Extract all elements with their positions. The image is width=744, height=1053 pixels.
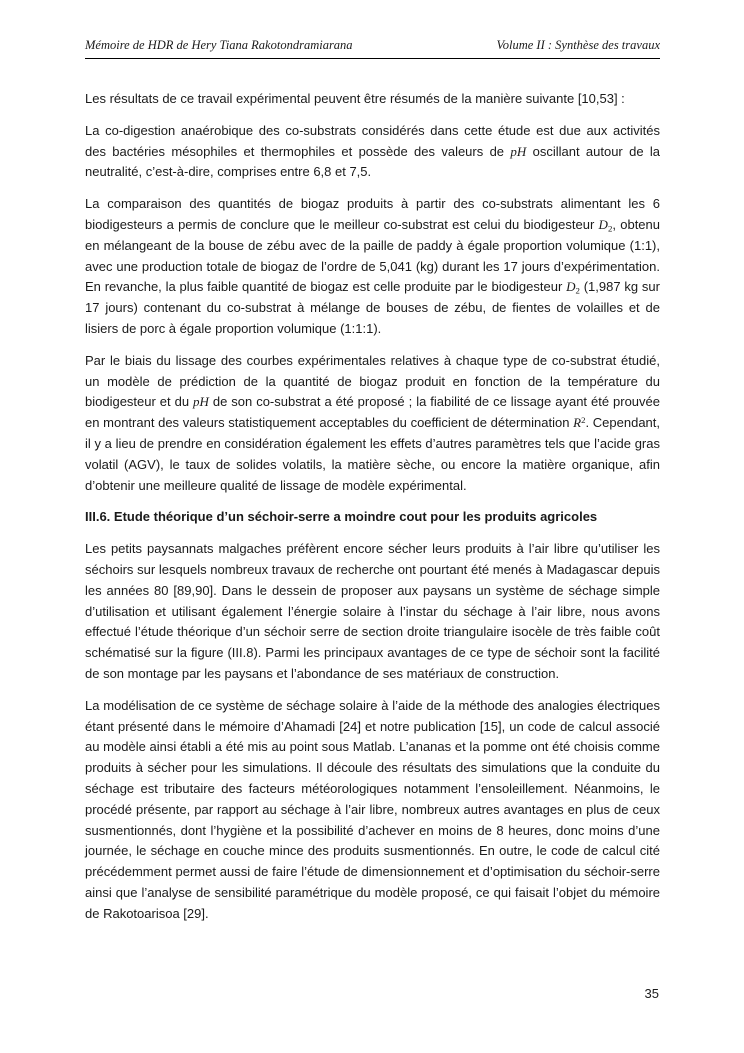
section-heading-iii6: III.6. Etude théorique d’un séchoir-serre a moindre cout pour les produits agricoles xyxy=(85,509,598,525)
text-run: La co-digestion anaérobique des co-substrats considérés dans cette étude est due aux activités des bactéries mésophiles et thermophiles et possède des valeurs de xyxy=(85,122,660,159)
math-d-symbol: D xyxy=(598,216,608,232)
math-r-symbol: R xyxy=(573,415,582,431)
math-d-symbol: D xyxy=(566,279,576,295)
text-run: Par le biais du lissage des courbes expérimentales relatives à chaque type de co-substrat étudié, un modèle de prédiction de la quantité de biogaz produit en fonction de la température du biodigesteur et du xyxy=(85,352,660,410)
paragraph-biogaz-comparison xyxy=(85,194,660,340)
page-number: 35 xyxy=(644,986,659,1001)
text-run: , obtenu en mélangeant de la bouse de zébu avec de la paille de paddy à égale proportion volumique (1:1), avec une production totale de biogaz de l’ordre de 5,041 (kg) durant les 17 jours d’expérimentation. En revanche, la plus faible quantité de biogaz est celle produite par le biodigesteur xyxy=(85,216,660,295)
page-footer xyxy=(645,986,659,1001)
paragraph-sechoir-intro xyxy=(85,539,660,685)
text-run: . Cependant, il y a lieu de prendre en considération également les effets d’autres paramètres tels que l’acide gras volatil (AGV), le taux de solides volatils, la matière sèche, ou encore la matière organique, afin d’obtenir une meilleure qualité de lissage de modèle expérimental. xyxy=(85,415,661,493)
text-run: La comparaison des quantités de biogaz produits à partir des co-substrats alimentant les 6 biodigesteurs a permis de conclure que le meilleur co-substrat est celui du biodigesteur xyxy=(85,196,660,232)
text-run: oscillant autour de la neutralité, c’est-à-dire, comprises entre 6,8 et 7,5. xyxy=(85,143,660,180)
paragraph-lissage-modele xyxy=(85,351,660,497)
text-run: Les résultats de ce travail expérimental peuvent être résumés de la manière suivante [10,53] : xyxy=(85,91,625,106)
paragraph-modelisation-sechage xyxy=(85,696,660,925)
page-header xyxy=(85,38,660,59)
text-run: (1,987 kg sur 17 jours) contenant du co-substrat à mélange de bouses de zébu, de fientes de volailles et de lisiers de porc à égale proportion volumique (1:1:1). xyxy=(85,279,660,336)
paragraph-codigestion xyxy=(85,121,660,183)
running-title: Mémoire de HDR de Hery Tiana Rakotondramiarana xyxy=(85,38,353,52)
volume-subtitle: Volume II : Synthèse des travaux xyxy=(496,38,660,52)
paragraph-results-intro xyxy=(85,89,660,110)
math-d-subscript: 2 xyxy=(575,285,580,296)
math-ph-symbol: pH xyxy=(193,394,209,410)
math-d-subscript: 2 xyxy=(607,223,613,234)
page-body xyxy=(85,59,660,924)
text-run: de son co-substrat a été proposé ; la fiabilité de ce lissage ayant été prouvée en montrant des valeurs statistiquement acceptables du coefficient de détermination xyxy=(85,394,660,431)
text-run: Les petits paysannats malgaches préfèrent encore sécher leurs produits à l’air libre qu’utiliser les séchoirs sur lesquels nombreux travaux de recherche ont pourtant été menés à Madagascar depuis les années 80 [89,90]. Dans le dessein de proposer aux paysans un système de séchage simple d’utilisation et utilisant également l’énergie solaire à l’instar du séchage à l’air libre, nous avons effectué l’étude théorique d’un séchoir serre de section droite triangulaire isocèle de très faible coût schématisé sur la figure (III.8). Parmi les principaux avantages de ce type de séchoir sont la facilité de son montage par les paysans et l’abondance de ses matériaux de construction. xyxy=(85,541,660,681)
math-r-superscript: 2 xyxy=(581,415,586,426)
text-run: La modélisation de ce système de séchage solaire à l’aide de la méthode des analogies électriques étant présenté dans le mémoire d’Ahamadi [24] et notre publication [15], un code de calcul associé au modèle ainsi établi a été mis au point sous Matlab. L’ananas et la pomme ont été choisis comme produits à sécher pour les simulations. Il découle des résultats des simulations que la conduite du séchage est tributaire des facteurs météorologiques notamment l’ensoleillement. Néanmoins, le procédé présente, par rapport au séchage à l’air libre, nombreux autres avantages en plus de ceux susmentionnés, dont l’hygiène et la possibilité d’achever en moins de 8 heures, donc moins d’une journée, le séchage en couche mince des produits susmentionnés. En outre, le code de calcul cité précédemment permet aussi de faire l’étude de dimensionnement et d’optimisation du séchoir-serre ainsi que l’analyse de sensibilité paramétrique du modèle proposé, ce qui faisait l’objet du mémoire de Rakotoarisoa [29]. xyxy=(85,697,660,921)
math-ph-symbol: pH xyxy=(510,143,527,159)
